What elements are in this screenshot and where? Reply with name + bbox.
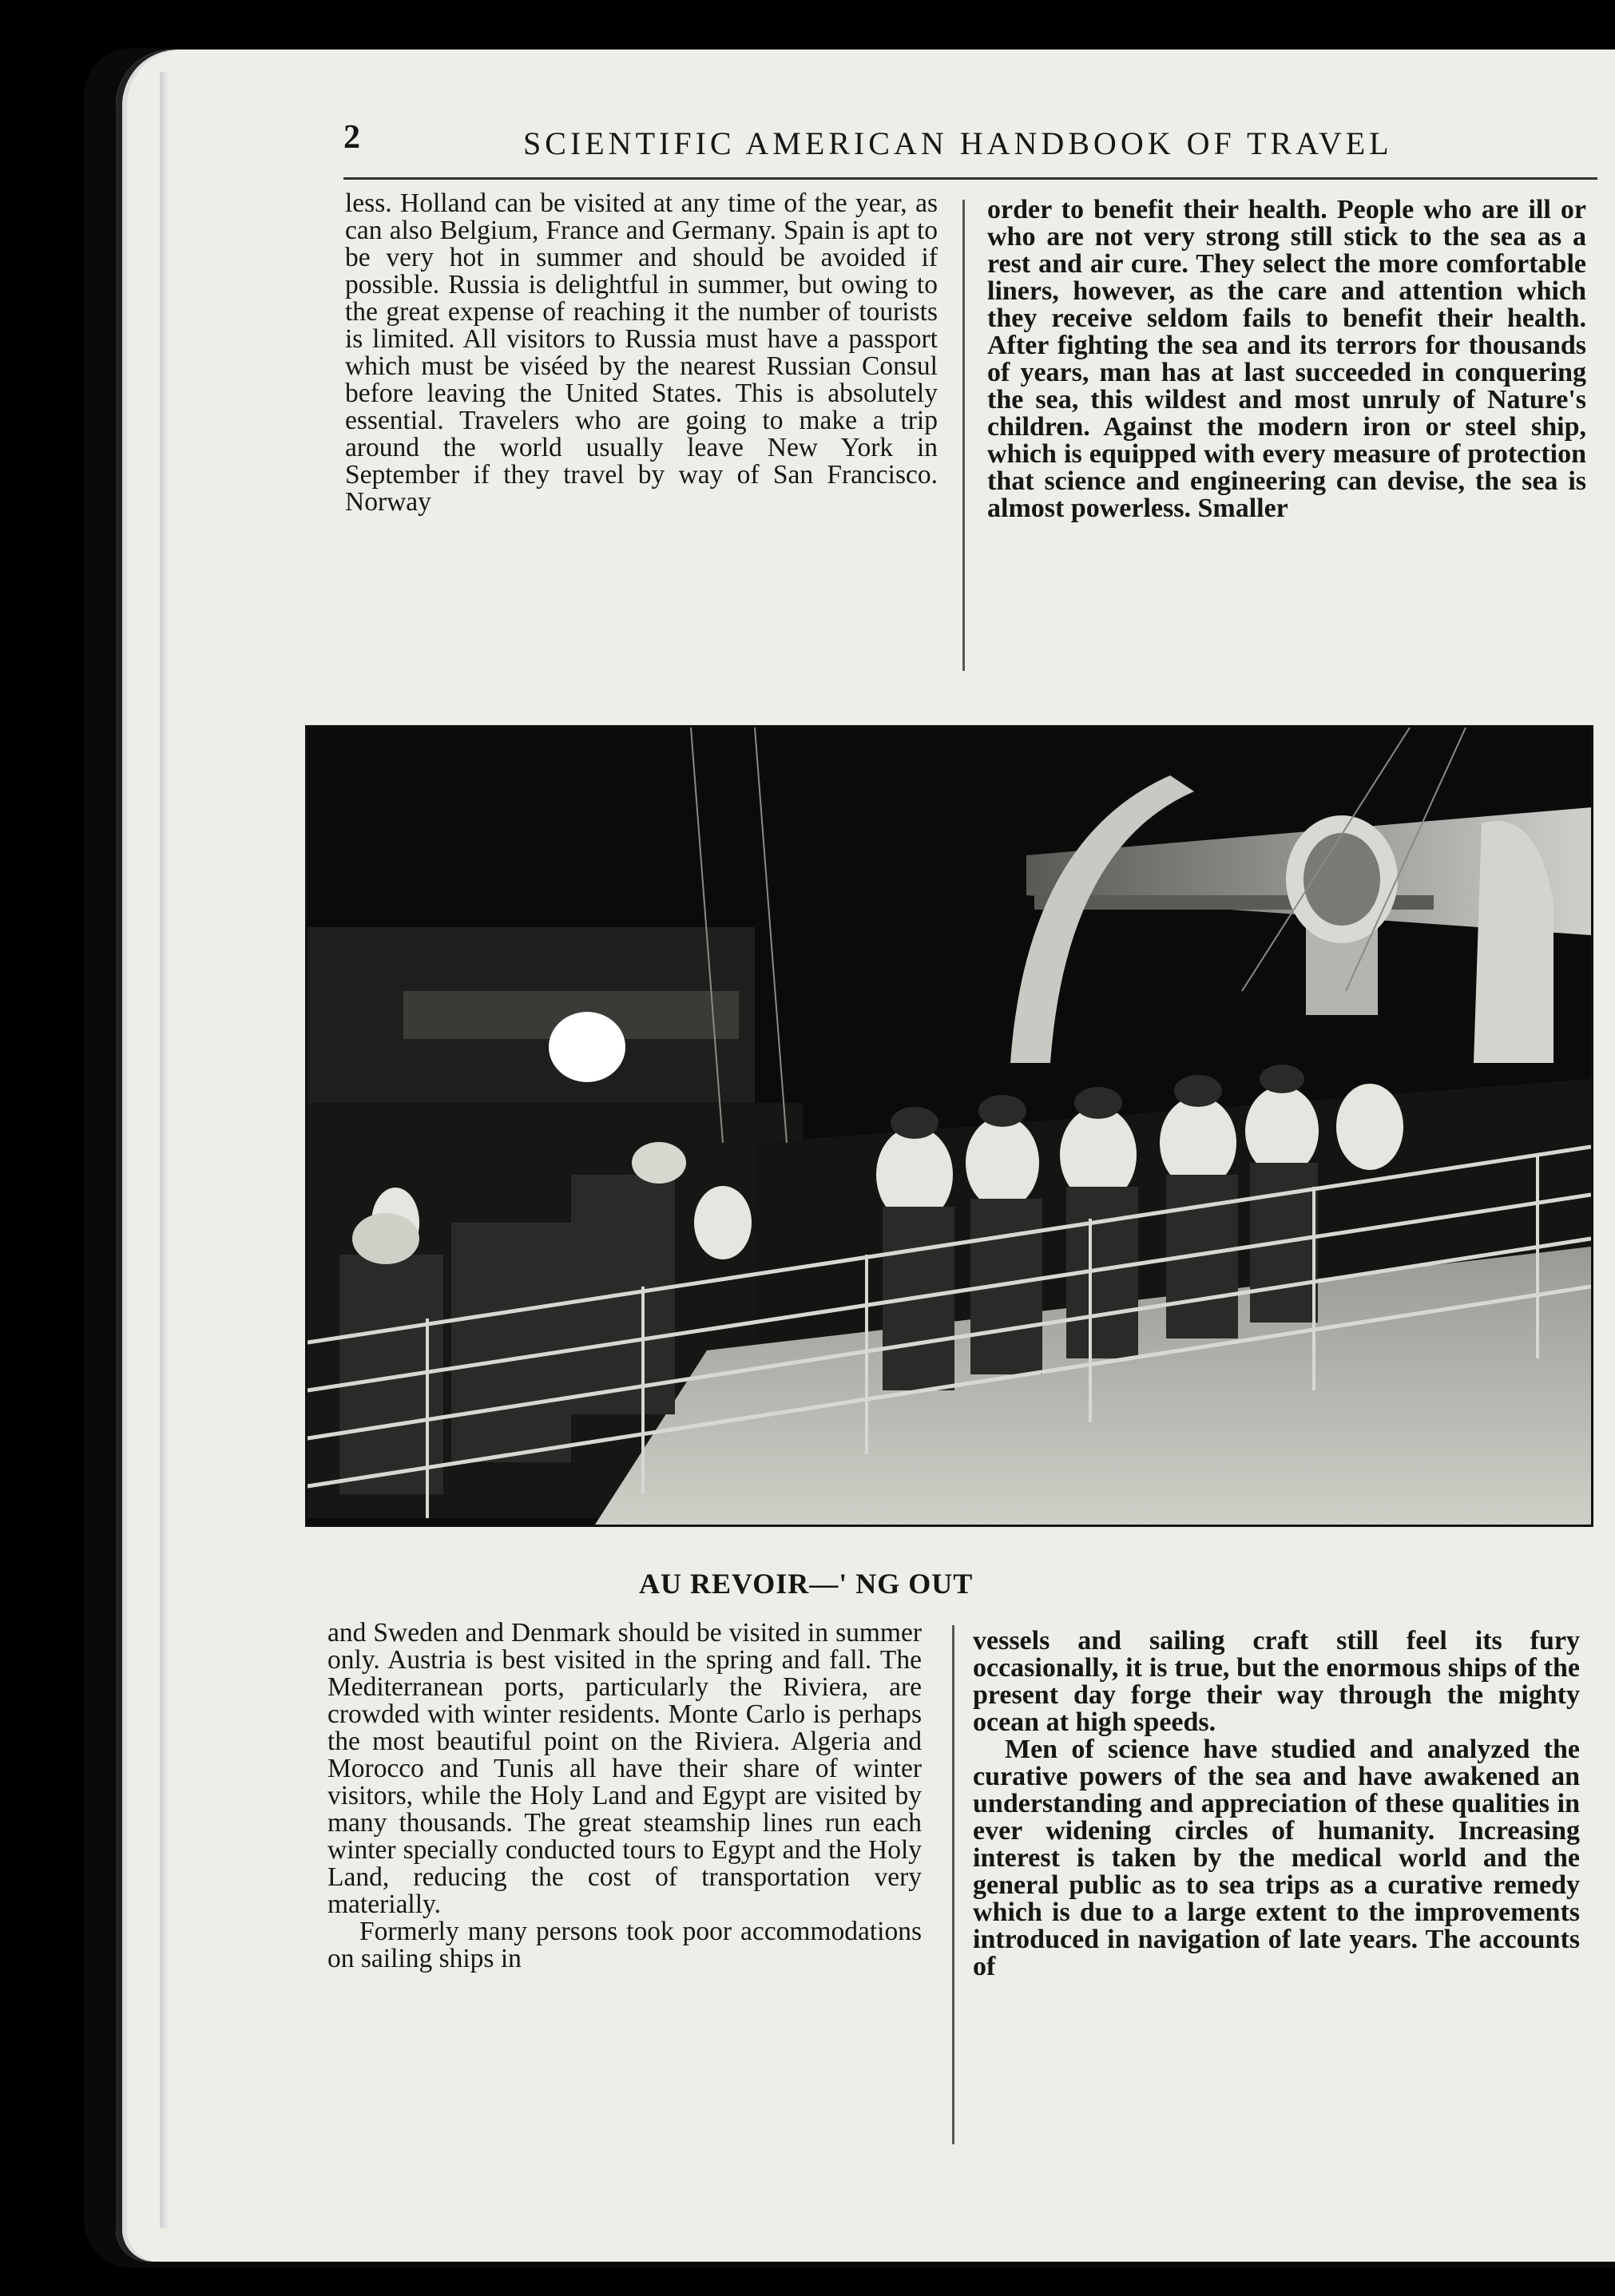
running-head: SCIENTIFIC AMERICAN HANDBOOK OF TRAVEL: [523, 125, 1393, 161]
upper-right-text: order to benefit their health. People who are ill or who are not very strong still stick to the sea as a rest and air cure. They select the more comfortable liners, however, as the care and attention which they receive seldom fails to benefit their health. After fighting the sea and its terrors for thousands of years, man has at last succeeded in conquering the sea, this wildest and most unruly of Nature's children. Against the modern iron or steel ship, which is equipped with every measure of protection that science and engineering can devise, the sea is almost powerless. Smaller: [987, 195, 1586, 523]
page-gutter: [160, 72, 171, 2228]
upper-right-column: [987, 196, 1586, 522]
photo-caption: AU REVOIR—' NG OUT: [639, 1568, 974, 1600]
upper-left-column: [345, 190, 938, 516]
lower-right-paragraph-1: vessels and sailing craft still feel its fury occasionally, it is true, but the enormous ships of the present day forge their way through the mighty ocean at high speeds.: [973, 1626, 1580, 1737]
lower-left-column: [327, 1620, 922, 1973]
header-rule: [343, 177, 1597, 180]
ship-deck-photograph: [305, 725, 1593, 1527]
photo-illustration: [308, 728, 1591, 1525]
lower-right-paragraph-2: Men of science have studied and analyzed the curative powers of the sea and have awakened an understanding and appreciation of these qualities in ever widening circles of humanity. Increasing interest is taken by the medical world and the general public as to sea trips as a curative remedy which is due to a large extent to the improvements introduced in navigation of late years. The accounts of: [973, 1735, 1580, 1981]
column-divider-top: [962, 200, 965, 671]
page-header: [343, 118, 1589, 174]
lower-left-paragraph-1: and Sweden and Denmark should be visited in summer only. Austria is best visited in the spring and fall. The Mediterranean ports, particularly the Riviera, are crowded with winter residents. Monte Carlo is perhaps the most beautiful point on the Riviera. Algeria and Morocco and Tunis all have their share of winter visitors, while the Holy Land and Egypt are visited by many thousands. The great steamship lines run each winter specially conducted tours to Egypt and the Holy Land, reducing the cost of transportation very materially.: [327, 1618, 922, 1919]
lower-right-column: [973, 1628, 1580, 1981]
upper-left-text: less. Holland can be visited at any time of the year, as can also Belgium, France and Germany. Spain is apt to be very hot in summer and should be avoided if possible. Russia is delightful in summer, but owing to the great expense of reaching it the number of tourists is limited. All visitors to Russia must have a passport which must be viséed by the nearest Russian Consul before leaving the United States. This is absolutely essential. Travelers who are going to make a trip around the world usually leave New York in September if they travel by way of San Francisco. Norway: [345, 188, 938, 517]
page-number: 2: [343, 119, 361, 156]
column-divider-bottom: [952, 1625, 954, 2144]
lower-left-paragraph-2: Formerly many persons took poor accommodations on sailing ships in: [327, 1917, 922, 1973]
